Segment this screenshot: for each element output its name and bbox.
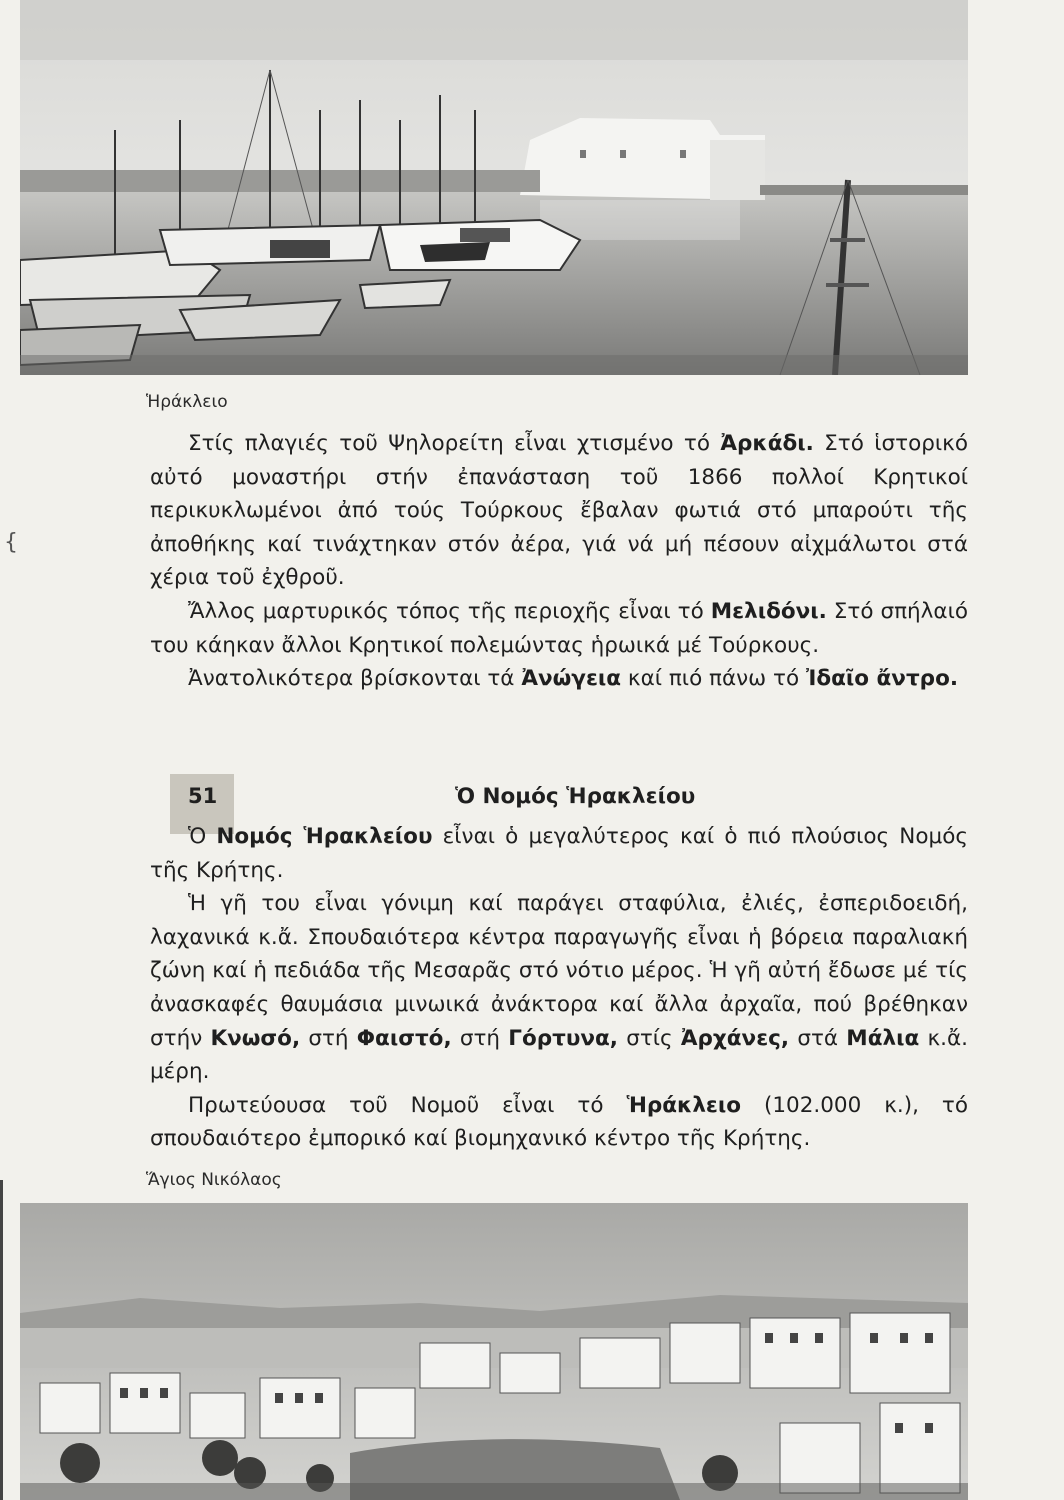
melidoni-term: Μελιδόνι. xyxy=(710,598,827,624)
page-spine-edge xyxy=(0,1180,3,1500)
anogeia-term: Ἀνώγεια xyxy=(521,666,622,692)
knossos-term: Κνωσό, xyxy=(210,1025,301,1051)
production-text-c: στή xyxy=(300,1025,357,1051)
phaistos-term: Φαιστό, xyxy=(356,1025,452,1051)
gortyna-term: Γόρτυνα, xyxy=(508,1025,618,1051)
photo-caption-bottom: Ἅγιος Νικόλαος xyxy=(146,1170,282,1190)
arkadi-text-c: Στό ἱστορικό αὐτό μοναστήρι στήν ἐπανάσταση τοῦ 1866 πολλοί Κρητικοί περικυκλωμένοι ἀπό τούς Τούρκους ἔβαλαν φωτιά στό μπαρούτι τῆς ἀποθήκης καί τινάχτηκαν στόν ἀέρα, γιά νά μή πέσουν αἰχμάλωτοι στά χέρια τοῦ ἐχθροῦ. xyxy=(150,431,968,591)
anogeia-text-a: Ἀνατολικότερα βρίσκονται τά xyxy=(188,666,522,692)
paragraph-nomos xyxy=(150,820,968,887)
agios-nikolaos-photo xyxy=(20,1203,968,1500)
anogeia-text-c: καί πιό πάνω τό xyxy=(621,666,806,692)
production-text-e: στή xyxy=(451,1025,509,1051)
capital-text-c: (102.000 κ.), τό σπουδαιότερο ἐμπορικό καί βιομηχανικό κέντρο τῆς Κρήτης. xyxy=(150,1092,968,1152)
harbour-photo-drawing xyxy=(20,0,968,375)
production-text-k: κ.ἄ. μέρη. xyxy=(150,1025,968,1085)
section-title: Ὁ Νομός Ἡρακλείου xyxy=(455,784,696,809)
capital-text-a: Πρωτεύουσα τοῦ Νομοῦ εἶναι τό xyxy=(188,1092,627,1118)
arkadi-text-a: Στίς πλαγιές τοῦ Ψηλορείτη εἶναι χτισμένο τό xyxy=(188,431,721,456)
melidoni-text-c: Στό σπήλαιό του κάηκαν ἄλλοι Κρητικοί πολεμώντας ἡρωικά μέ Τούρκους. xyxy=(150,598,969,658)
malia-term: Μάλια xyxy=(846,1025,920,1051)
heraklion-harbour-photo xyxy=(20,0,968,375)
production-text-g: στίς xyxy=(617,1025,681,1051)
nomos-term: Νομός Ἡρακλείου xyxy=(216,824,433,849)
paragraph-melidoni xyxy=(150,595,968,662)
paragraph-arkadi xyxy=(150,427,968,595)
nomos-text-c: εἶναι ὁ μεγαλύτερος καί ὁ πιό πλούσιος Νομός τῆς Κρήτης. xyxy=(150,824,968,883)
production-text-a: Ἡ γῆ του εἶναι γόνιμη καί παράγει σταφύλια, ἐλιές, ἐσπεριδοειδή, λαχανικά κ.ἄ. Σπουδαιότερα κέντρα παραγωγῆς εἶναι ἡ βόρεια παραλιακή ζώνη καί ἡ πεδιάδα τῆς Μεσαρᾶς στό νότιο μέρος. Ἡ γῆ αὐτή ἔδωσε μέ τίς ἀνασκαφές θαυμάσια μινωικά ἀνάκτορα καί ἄλλα ἀρχαῖα, πού βρέθηκαν στήν xyxy=(150,891,968,1051)
heraklion-term: Ἡράκλειο xyxy=(626,1092,742,1118)
melidoni-text-a: Ἄλλος μαρτυρικός τόπος τῆς περιοχῆς εἶναι τό xyxy=(188,598,711,624)
archanes-term: Ἀρχάνες, xyxy=(680,1025,790,1051)
section-number: 51 xyxy=(188,784,218,808)
text-block-region xyxy=(150,427,968,696)
nomos-text-a: Ὁ xyxy=(188,824,217,849)
section-text-region xyxy=(150,820,968,1156)
paragraph-production xyxy=(150,887,968,1089)
production-text-i: στά xyxy=(789,1025,847,1051)
paragraph-anogeia xyxy=(150,662,968,696)
paragraph-capital xyxy=(150,1089,968,1156)
margin-bracket-mark: { xyxy=(4,530,18,555)
photo-caption-top: Ἡράκλειο xyxy=(146,392,228,412)
town-photo-drawing xyxy=(20,1203,968,1500)
idaio-antro-term: Ἰδαῖο ἄντρο. xyxy=(805,666,959,692)
arkadi-term: Ἀρκάδι. xyxy=(720,431,814,456)
